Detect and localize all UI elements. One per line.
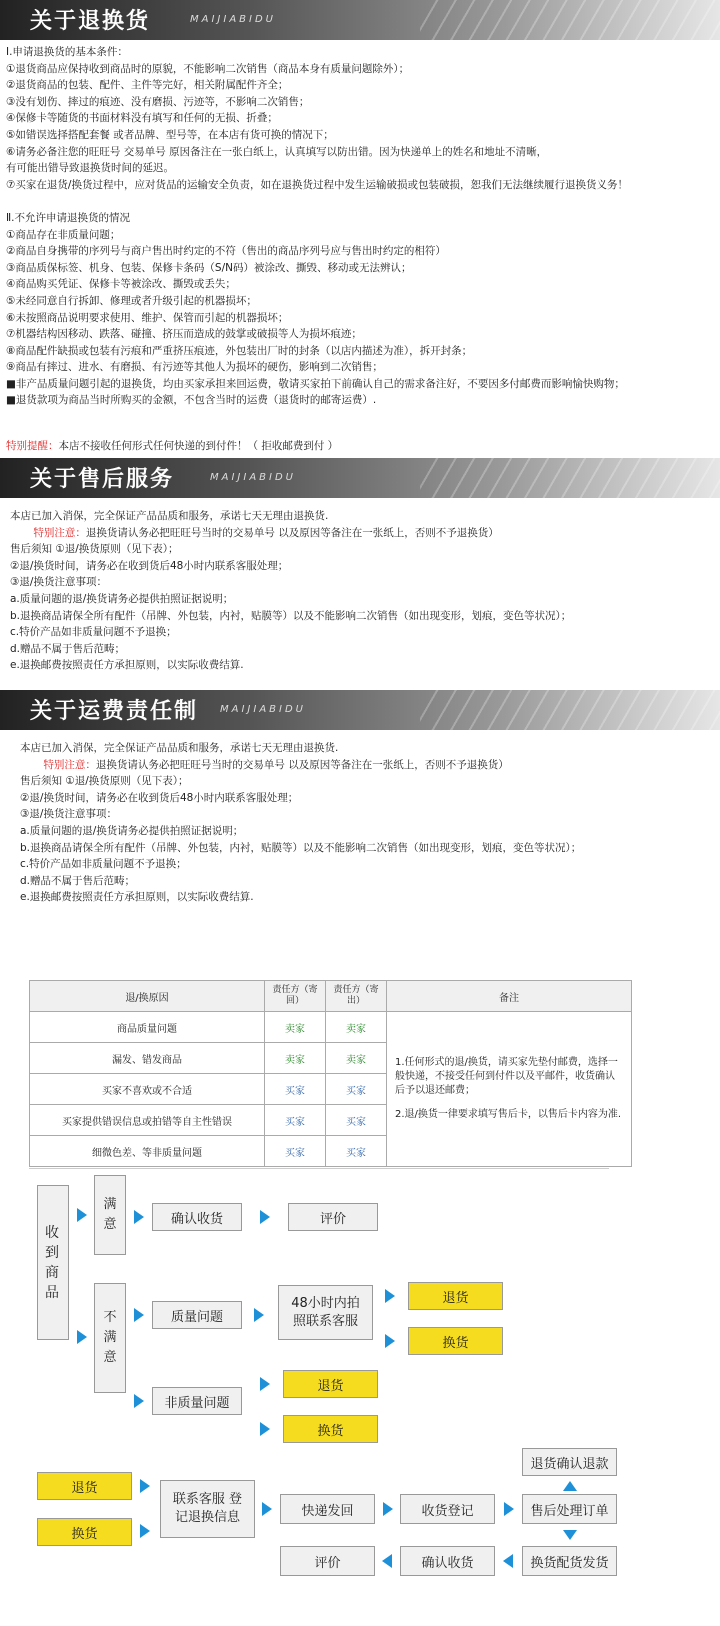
attention-label: 特别注意： xyxy=(43,758,96,771)
party-cell: 卖家 xyxy=(265,1043,326,1074)
reason-cell: 细微色差、等非质量问题 xyxy=(30,1136,265,1167)
party-cell: 卖家 xyxy=(326,1012,387,1043)
reason-cell: 商品质量问题 xyxy=(30,1012,265,1043)
text-line: d.赠品不属于售后范畴； xyxy=(10,642,126,655)
flow-exchange: 换货 xyxy=(408,1327,503,1355)
text-line: Ⅱ.不允许申请退换货的情况 xyxy=(6,211,131,224)
text-line: ⑤如错误选择搭配套餐 或者品牌、型号等，在本店有货可换的情况下； xyxy=(6,128,334,141)
text-line: e.退换邮费按照责任方承担原则，以实际收费结算. xyxy=(20,891,254,904)
arrow-right-icon xyxy=(385,1289,395,1303)
flow-confirm-2: 确认收货 xyxy=(400,1546,495,1576)
arrow-right-icon xyxy=(140,1524,150,1538)
flow-process: 售后处理订单 xyxy=(522,1494,617,1524)
flow-contact: 联系客服 登记退换信息 xyxy=(160,1480,255,1538)
text-line: ②退/换货时间，请务必在收到货后48小时内联系客服处理； xyxy=(10,559,289,572)
text-line: ④保修卡等随货的书面材料没有填写和任何的无损、折叠； xyxy=(6,112,278,125)
arrow-right-icon xyxy=(77,1208,87,1222)
banner-title: 关于售后服务 xyxy=(30,467,175,492)
text-line: 有可能出错导致退换货时间的延迟。 xyxy=(6,162,174,175)
text-line: 售后须知 ①退/换货原则（见下表）； xyxy=(10,543,179,556)
freight-lines xyxy=(20,773,582,904)
header-return: 责任方（寄出） xyxy=(326,981,387,1012)
attention xyxy=(20,757,581,774)
arrow-right-icon xyxy=(260,1377,270,1391)
party-cell: 卖家 xyxy=(326,1043,387,1074)
party-cell: 买家 xyxy=(265,1136,326,1167)
banner-returns xyxy=(0,0,720,40)
flow-unsatisfied: 不满意 xyxy=(94,1283,126,1393)
responsibility-table xyxy=(29,980,632,1167)
text-line: ⑧商品配件缺损或包装有污痕和严重挤压痕迹，外包装出厂时的封条（以店内描述为准），拆开封条； xyxy=(6,344,473,357)
text-line: ①商品存在非质量问题； xyxy=(6,228,121,241)
flow-refund-confirm: 退货确认退款 xyxy=(522,1448,617,1476)
arrow-right-icon xyxy=(254,1308,264,1322)
intro: 本店已加入消保，完全保证产品品质和服务，承诺七天无理由退换货. xyxy=(20,742,339,754)
reason-cell: 买家提供错误信息或拍错等自主性错误 xyxy=(30,1105,265,1136)
flow-photo: 48小时内拍照联系客服 xyxy=(278,1285,373,1340)
arrow-left-icon xyxy=(382,1554,392,1568)
flow-refund: 退货 xyxy=(408,1282,503,1310)
party-cell: 买家 xyxy=(326,1136,387,1167)
note-2: 2.退/换货一律要求填写售后卡，以售后卡内容为准. xyxy=(395,1109,622,1120)
text-line: ①退货商品应保持收到商品时的原貌，不能影响二次销售（商品本身有质量问题除外）； xyxy=(6,62,410,75)
attention-text: 退换货请认务必把旺旺号当时的交易单号 以及原因等备注在一张纸上，否则不予退换货） xyxy=(85,526,499,539)
text-line: d.赠品不属于售后范畴； xyxy=(20,874,136,887)
arrow-down-icon xyxy=(563,1530,577,1540)
text-line: e.退换邮费按照责任方承担原则，以实际收费结算. xyxy=(10,659,244,672)
header-reason: 退/换原因 xyxy=(30,981,265,1012)
arrow-right-icon xyxy=(260,1210,270,1224)
flow-review: 评价 xyxy=(288,1203,378,1231)
flow-nonquality: 非质量问题 xyxy=(152,1387,242,1415)
text-line: ③商品质保标签、机身、包装、保修卡条码（S/N码）被涂改、撕毁、移动或无法辨认； xyxy=(6,261,412,274)
text-line: ⑤未经同意自行拆卸、修理或者升级引起的机器损坏； xyxy=(6,294,257,307)
text-line: ■退货款项为商品当时所购买的金额，不包含当时的运费（退货时的邮寄运费）. xyxy=(6,394,377,407)
header-note: 备注 xyxy=(387,981,632,1012)
flow-register: 收货登记 xyxy=(400,1494,495,1524)
flow-ship: 换货配货发货 xyxy=(522,1546,617,1576)
text-line: Ⅰ.申请退换货的基本条件： xyxy=(6,46,128,58)
party-cell: 买家 xyxy=(265,1074,326,1105)
text-line: ②商品自身携带的序列号与商户售出时约定的不符（售出的商品序列号应与售出时约定的相符） xyxy=(6,245,446,258)
text-line: ■非产品质量问题引起的退换货，均由买家承担来回运费，敬请买家拍下前确认自己的需求备注好，不要因多付邮费而影响愉快购物； xyxy=(6,377,625,390)
flow-review-2: 评价 xyxy=(280,1546,375,1576)
text-line: ⑨商品有摔过、进水、有磨损、有污迹等其他人为损坏的硬伤，影响到二次销售； xyxy=(6,361,383,374)
arrow-right-icon xyxy=(504,1502,514,1516)
flow-refund: 退货 xyxy=(283,1370,378,1398)
text-line: ②退/换货时间，请务必在收到货后48小时内联系客服处理； xyxy=(20,791,299,804)
party-cell: 卖家 xyxy=(265,1012,326,1043)
arrow-right-icon xyxy=(134,1394,144,1408)
banner-title: 关于退换货 xyxy=(30,9,151,34)
attention-label: 特别注意： xyxy=(33,526,86,539)
attention-text: 退换货请认务必把旺旺号当时的交易单号 以及原因等备注在一张纸上，否则不予退换货） xyxy=(95,758,509,771)
text-line: ⑥请务必备注您的旺旺号 交易单号 原因备注在一张白纸上，认真填写以防出错。因为快递单上的姓名和地址不清晰， xyxy=(6,145,548,158)
banner-freight xyxy=(0,690,720,730)
text-line: b.退换商品请保全所有配件（吊牌、外包装，内衬，贴膜等）以及不能影响二次销售（如出现变形，划痕，变色等状况）； xyxy=(20,841,582,854)
reason-cell: 买家不喜欢或不合适 xyxy=(30,1074,265,1105)
flow-exchange: 换货 xyxy=(283,1415,378,1443)
banner-subtitle: MAIJIABIDU xyxy=(210,472,296,483)
arrow-right-icon xyxy=(385,1334,395,1348)
text-line: ②退货商品的包装、配件、主件等完好，相关附属配件齐全； xyxy=(6,79,289,92)
arrow-right-icon xyxy=(262,1502,272,1516)
party-cell: 买家 xyxy=(326,1074,387,1105)
text-line: c.特价产品如非质量问题不予退换； xyxy=(20,858,187,871)
arrow-left-icon xyxy=(503,1554,513,1568)
after-sales-text xyxy=(10,508,572,672)
flow-confirm: 确认收货 xyxy=(152,1203,242,1231)
flow-satisfied: 满意 xyxy=(94,1175,126,1255)
party-cell: 买家 xyxy=(265,1105,326,1136)
flow-quality: 质量问题 xyxy=(152,1301,242,1329)
banner-subtitle: MAIJIABIDU xyxy=(190,14,276,25)
flow-receive: 收到商品 xyxy=(37,1185,69,1340)
flow-refund: 退货 xyxy=(37,1472,132,1500)
text-line: ⑥未按照商品说明要求使用、维护、保管而引起的机器损坏； xyxy=(6,311,289,324)
arrow-right-icon xyxy=(383,1502,393,1516)
table-row xyxy=(30,1012,632,1043)
arrow-right-icon xyxy=(134,1210,144,1224)
note-1: 1.任何形式的退/换货，请买家先垫付邮费，选择一般快递，不接受任何到付件以及平邮件，收货确认后予以退还邮费； xyxy=(395,1057,618,1096)
text-line xyxy=(6,193,628,210)
text-line: a.质量问题的退/换货请务必提供拍照证据说明； xyxy=(20,824,244,837)
after-sales-lines xyxy=(10,541,572,672)
attention xyxy=(10,525,571,542)
divider xyxy=(29,1168,609,1169)
header-send: 责任方（寄回） xyxy=(265,981,326,1012)
text-line: ⑦机器结构因移动、跌落、碰撞、挤压而造成的鼓掌或破损等人为损坏痕迹； xyxy=(6,328,362,341)
special-label: 特别提醒： xyxy=(6,440,59,452)
special-reminder xyxy=(6,438,338,455)
note-cell xyxy=(387,1012,632,1167)
arrow-right-icon xyxy=(134,1308,144,1322)
banner-after-sales xyxy=(0,458,720,498)
special-text: 本店不接收任何形式任何快递的到付件！（ 拒收邮费到付 ） xyxy=(58,440,339,452)
text-line: 售后须知 ①退/换货原则（见下表）； xyxy=(20,775,189,788)
arrow-up-icon xyxy=(563,1481,577,1491)
party-cell: 买家 xyxy=(326,1105,387,1136)
text-line: b.退换商品请保全所有配件（吊牌、外包装，内衬，贴膜等）以及不能影响二次销售（如出现变形，划痕，变色等状况）； xyxy=(10,609,572,622)
text-line: ⑦买家在退货/换货过程中，应对货品的运输安全负责，如在退换货过程中发生运输破损或包装破损，恕我们无法继续履行退换货义务！ xyxy=(6,178,628,191)
banner-title: 关于运费责任制 xyxy=(30,699,199,724)
text-line: ④商品购买凭证、保修卡等被涂改、撕毁或丢失； xyxy=(6,278,236,291)
text-line: a.质量问题的退/换货请务必提供拍照证据说明； xyxy=(10,592,234,605)
intro: 本店已加入消保，完全保证产品品质和服务，承诺七天无理由退换货. xyxy=(10,510,329,522)
text-line: ③退/换货注意事项： xyxy=(10,576,107,589)
arrow-right-icon xyxy=(77,1330,87,1344)
reason-cell: 漏发、错发商品 xyxy=(30,1043,265,1074)
returns-conditions xyxy=(6,44,628,409)
arrow-right-icon xyxy=(140,1479,150,1493)
arrow-right-icon xyxy=(260,1422,270,1436)
text-line: c.特价产品如非质量问题不予退换； xyxy=(10,626,177,639)
text-line: ③退/换货注意事项： xyxy=(20,808,117,821)
banner-subtitle: MAIJIABIDU xyxy=(220,704,306,715)
freight-text xyxy=(20,740,582,904)
text-line: ③没有划伤、摔过的痕迹、没有磨损、污迹等，不影响二次销售； xyxy=(6,95,310,108)
flow-express: 快递发回 xyxy=(280,1494,375,1524)
flow-exchange: 换货 xyxy=(37,1518,132,1546)
